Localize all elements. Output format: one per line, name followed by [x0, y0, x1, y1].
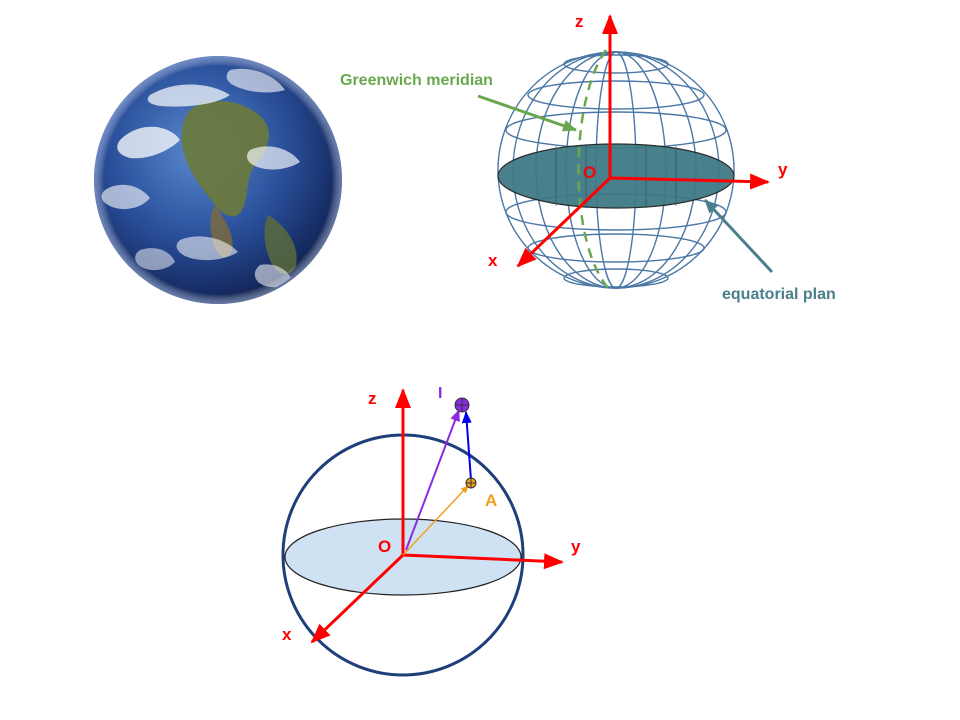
point-a-marker — [466, 478, 476, 488]
bottom-origin-label: O — [378, 537, 392, 556]
greenwich-pointer — [478, 96, 576, 130]
bottom-y-label: y — [571, 537, 581, 556]
bottom-z-label: z — [368, 389, 377, 408]
equatorial-plane — [498, 144, 734, 208]
top-z-label: z — [575, 12, 584, 31]
bottom-x-label: x — [282, 625, 292, 644]
earth-image — [94, 56, 342, 304]
equatorial-pointer — [705, 200, 772, 272]
point-i-label: I — [438, 385, 443, 402]
vector-a-to-i — [466, 412, 471, 480]
top-y-label: y — [778, 160, 788, 179]
top-origin-label: O — [583, 163, 597, 182]
equatorial-label: equatorial plan — [722, 286, 836, 303]
point-a-label: A — [485, 491, 498, 510]
point-i-marker — [455, 398, 469, 412]
top-x-label: x — [488, 251, 498, 270]
greenwich-label: Greenwich meridian — [340, 72, 493, 89]
